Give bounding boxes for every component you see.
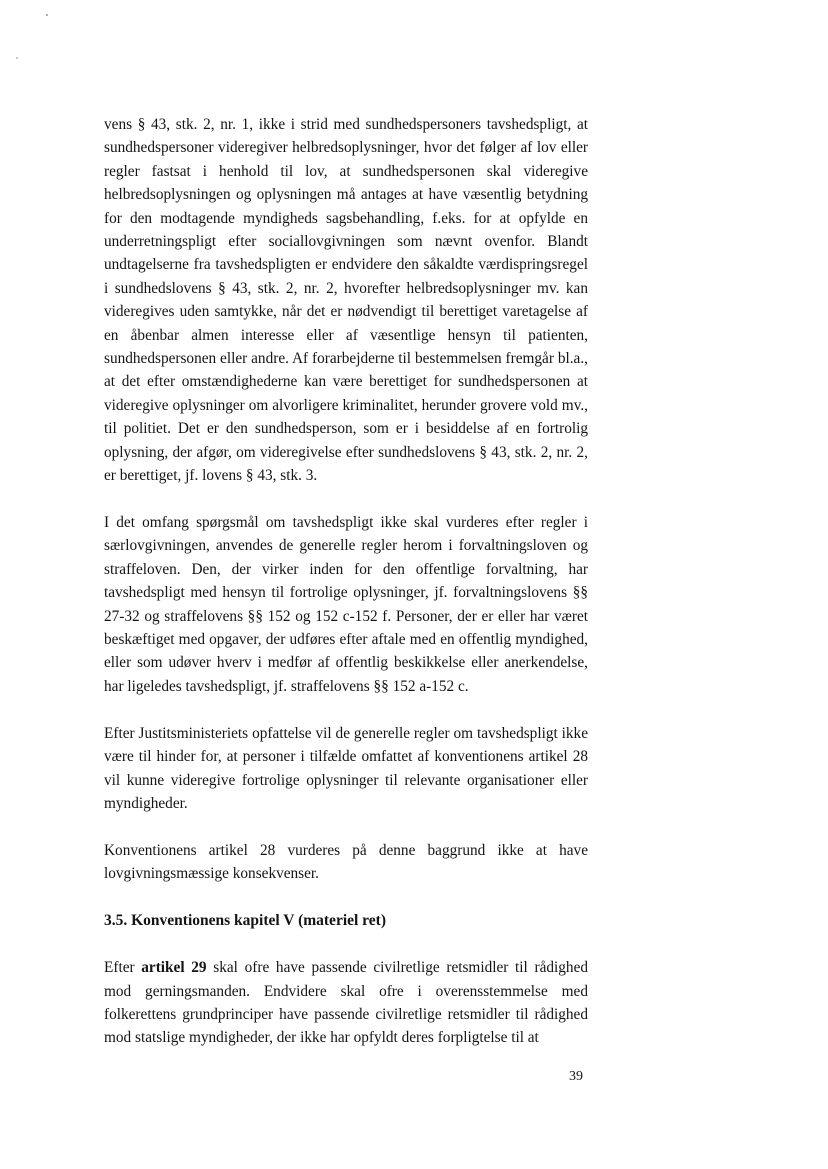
paragraph-confidentiality-health: vens § 43, stk. 2, nr. 1, ikke i strid med sundhedspersoners tavshedspligt, at sundhedspersoner videregiver helbredsoplysninger, hvor det følger af lov eller regler fastsat i henhold til lov, at sundhedspersonen skal videregive helbredsoplysningen og oplysningen må antages at have væsentlig betydning for den modtagende myndigheds sagsbehandling, f.eks. for at opfylde en underretningspligt efter sociallovgivningen som nævnt ovenfor. Blandt undtagelserne fra tavshedspligten er endvidere den såkaldte værdispringsregel i sundhedslovens § 43, stk. 2, nr. 2, hvorefter helbredsoplysninger mv. kan videregives uden samtykke, når det er nødvendigt til berettiget varetagelse af en åbenbar almen interesse eller af væsentlige hensyn til patienten, sundhedspersonen eller andre. Af forarbejderne til bestemmelsen fremgår bl.a., at det efter omstændighederne kan være berettiget for sundhedspersonen at videregive oplysninger om alvorligere kriminalitet, herunder grovere vold mv., til politiet. Det er den sundhedsperson, som er i besiddelse af en fortrolig oplysning, der afgør, om videregivelse efter sundhedslovens § 43, stk. 2, nr. 2, er berettiget, jf. lovens § 43, stk. 3. (104, 116, 588, 485)
section-heading: 3.5. Konventionens kapitel V (materiel ret) (104, 912, 386, 930)
document-page (104, 113, 588, 1050)
scan-speck (46, 14, 48, 16)
paragraph-article-28-conclusion: Konventionens artikel 28 vurderes på denne baggrund ikke at have lovgivningsmæssige konsekvenser. (104, 841, 588, 883)
article-29-lead: Efter (104, 959, 142, 977)
article-29-bold: artikel 29 (141, 959, 207, 977)
scan-speck (16, 57, 18, 59)
paragraph-article-29 (104, 956, 588, 1050)
paragraph-ministry-opinion: Efter Justitsministeriets opfattelse vil de generelle regler om tavshedspligt ikke være til hinder for, at personer i tilfælde omfattet af konventionens artikel 28 vil kunne videregive fortrolige oplysninger til relevante organisationer eller myndigheder. (104, 724, 588, 812)
paragraph-general-rules: I det omfang spørgsmål om tavshedspligt ikke skal vurderes efter regler i særlovgivningen, anvendes de generelle regler herom i forvaltningsloven og straffeloven. Den, der virker inden for den offentlige forvaltning, har tavshedspligt med hensyn til fortrolige oplysninger, jf. forvaltningslovens §§ 27-32 og straffelovens §§ 152 og 152 c-152 f. Personer, der er eller har været beskæftiget med opgaver, der udføres efter aftale med en offentlig myndighed, eller som udøver hverv i medfør af offentlig beskikkelse eller anerkendelse, har ligeledes tavshedspligt, jf. straffelovens §§ 152 a-152 c. (104, 514, 588, 695)
article-29-rest: skal ofre have passende civilretlige retsmidler til rådighed mod gerningsmanden. Endvidere skal ofre i overensstemmelse med folkerettens grundprinciper have passende civilretlige retsmidler til rådighed mod statslige myndigheder, der ikke har opfyldt deres forpligtelse til at (104, 959, 589, 1047)
page-number: 39 (569, 1069, 583, 1084)
